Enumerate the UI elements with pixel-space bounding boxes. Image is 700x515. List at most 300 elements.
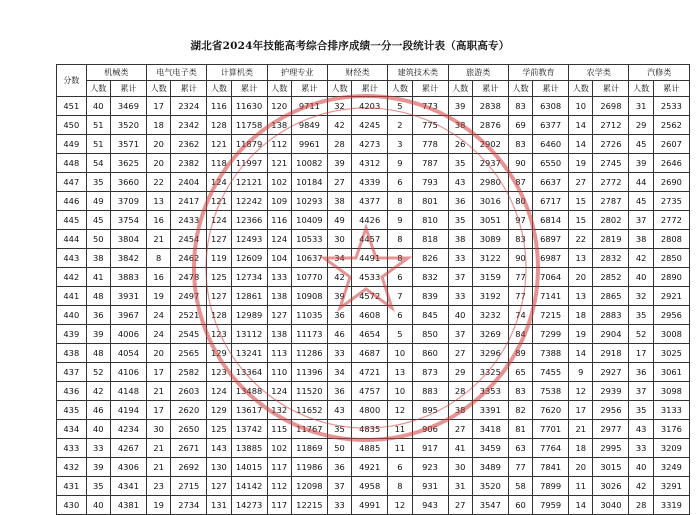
cumulative-cell: 2819 (593, 230, 629, 249)
count-cell: 37 (327, 477, 351, 496)
cumulative-cell: 9961 (291, 135, 327, 154)
count-cell: 33 (86, 439, 110, 458)
cumulative-cell: 4054 (110, 344, 146, 363)
count-cell: 125 (207, 420, 231, 439)
cumulative-cell: 6637 (533, 173, 569, 192)
count-cell: 45 (629, 192, 653, 211)
cumulative-cell: 12098 (291, 477, 327, 496)
count-cell: 74 (508, 306, 532, 325)
cumulative-header: 累计 (352, 81, 388, 97)
cumulative-cell: 2404 (171, 173, 207, 192)
count-cell: 12 (388, 496, 412, 515)
cumulative-cell: 12989 (231, 306, 267, 325)
count-cell: 127 (207, 230, 231, 249)
count-cell: 43 (448, 173, 472, 192)
count-cell: 43 (629, 420, 653, 439)
cumulative-cell: 7841 (533, 458, 569, 477)
count-cell: 21 (146, 439, 170, 458)
count-cell: 37 (448, 268, 472, 287)
cumulative-header: 累计 (472, 81, 508, 97)
count-cell: 42 (86, 382, 110, 401)
cumulative-cell: 3016 (472, 192, 508, 211)
count-cell: 42 (629, 477, 653, 496)
cumulative-cell: 12366 (231, 211, 267, 230)
count-cell: 27 (448, 420, 472, 439)
cumulative-cell: 3269 (472, 325, 508, 344)
cumulative-cell: 11173 (291, 325, 327, 344)
count-cell: 138 (267, 287, 291, 306)
score-cell: 434 (57, 420, 87, 439)
count-cell: 45 (86, 211, 110, 230)
cumulative-cell: 2726 (593, 135, 629, 154)
category-header: 财经类 (327, 65, 387, 81)
count-header: 人数 (569, 81, 593, 97)
count-cell: 45 (629, 135, 653, 154)
cumulative-header: 累计 (291, 81, 327, 97)
page-title: 湖北省2024年技能高考综合排序成绩一分一段统计表（高职高专） (190, 40, 510, 52)
cumulative-cell: 14142 (231, 477, 267, 496)
cumulative-header: 累计 (110, 81, 146, 97)
cumulative-cell: 3089 (472, 230, 508, 249)
score-cell: 448 (57, 154, 87, 173)
count-cell: 8 (388, 192, 412, 211)
count-cell: 38 (327, 192, 351, 211)
cumulative-cell: 801 (412, 192, 448, 211)
score-cell: 431 (57, 477, 87, 496)
cumulative-cell: 7064 (533, 268, 569, 287)
count-cell: 21 (146, 230, 170, 249)
category-header: 建筑技术类 (388, 65, 448, 81)
cumulative-cell: 3547 (472, 496, 508, 515)
count-cell: 50 (86, 230, 110, 249)
cumulative-cell: 3931 (110, 287, 146, 306)
count-cell: 60 (508, 496, 532, 515)
count-cell: 127 (267, 306, 291, 325)
cumulative-cell: 14273 (231, 496, 267, 515)
table-row (57, 211, 690, 230)
cumulative-cell: 3520 (472, 477, 508, 496)
count-cell: 39 (86, 458, 110, 477)
cumulative-cell: 3122 (472, 249, 508, 268)
count-cell: 38 (448, 401, 472, 420)
table-row (57, 97, 690, 116)
cumulative-cell: 3489 (472, 458, 508, 477)
cumulative-cell: 3883 (110, 268, 146, 287)
count-cell: 52 (629, 325, 653, 344)
count-cell: 19 (146, 287, 170, 306)
count-cell: 27 (327, 173, 351, 192)
count-cell: 36 (629, 363, 653, 382)
count-cell: 102 (267, 439, 291, 458)
cumulative-cell: 2927 (593, 363, 629, 382)
cumulative-cell: 13885 (231, 439, 267, 458)
score-table (56, 64, 690, 515)
count-cell: 15 (569, 192, 593, 211)
count-cell: 104 (267, 249, 291, 268)
cumulative-header: 累计 (533, 81, 569, 97)
cumulative-cell: 4885 (352, 439, 388, 458)
count-cell: 22 (569, 230, 593, 249)
cumulative-cell: 2715 (171, 477, 207, 496)
cumulative-cell: 11652 (291, 401, 327, 420)
count-cell: 17 (146, 363, 170, 382)
count-cell: 130 (207, 458, 231, 477)
count-cell: 14 (569, 116, 593, 135)
count-cell: 31 (629, 97, 653, 116)
cumulative-cell: 873 (412, 363, 448, 382)
count-cell: 36 (86, 306, 110, 325)
count-cell: 90 (508, 154, 532, 173)
count-cell: 36 (448, 192, 472, 211)
count-cell: 39 (629, 154, 653, 173)
cumulative-cell: 12121 (231, 173, 267, 192)
count-cell: 16 (146, 268, 170, 287)
cumulative-header: 累计 (171, 81, 207, 97)
cumulative-cell: 906 (412, 420, 448, 439)
table-row (57, 287, 690, 306)
cumulative-cell: 2939 (593, 382, 629, 401)
cumulative-cell: 3249 (653, 458, 689, 477)
cumulative-cell: 7701 (533, 420, 569, 439)
count-cell: 14 (569, 344, 593, 363)
count-cell: 121 (207, 192, 231, 211)
cumulative-header: 累计 (653, 81, 689, 97)
cumulative-cell: 2417 (171, 192, 207, 211)
count-cell: 69 (508, 116, 532, 135)
cumulative-cell: 2582 (171, 363, 207, 382)
cumulative-cell: 793 (412, 173, 448, 192)
cumulative-cell: 10908 (291, 287, 327, 306)
cumulative-cell: 2956 (593, 401, 629, 420)
table-row (57, 116, 690, 135)
count-cell: 120 (267, 97, 291, 116)
score-cell: 446 (57, 192, 87, 211)
cumulative-cell: 2433 (171, 211, 207, 230)
count-cell: 13 (569, 249, 593, 268)
count-cell: 40 (448, 306, 472, 325)
cumulative-cell: 4921 (352, 458, 388, 477)
count-cell: 51 (86, 116, 110, 135)
count-cell: 17 (629, 344, 653, 363)
count-cell: 41 (448, 439, 472, 458)
count-cell: 35 (629, 401, 653, 420)
count-cell: 129 (207, 344, 231, 363)
count-cell: 18 (146, 116, 170, 135)
count-cell: 8 (388, 230, 412, 249)
count-cell: 28 (448, 382, 472, 401)
count-cell: 40 (86, 420, 110, 439)
count-cell: 20 (146, 135, 170, 154)
count-cell: 132 (267, 401, 291, 420)
count-cell: 37 (629, 382, 653, 401)
cumulative-cell: 4381 (110, 496, 146, 515)
cumulative-cell: 3026 (593, 477, 629, 496)
cumulative-cell: 2646 (653, 154, 689, 173)
count-cell: 6 (388, 173, 412, 192)
cumulative-cell: 4194 (110, 401, 146, 420)
cumulative-cell: 2745 (593, 154, 629, 173)
count-cell: 127 (207, 287, 231, 306)
count-cell: 38 (629, 230, 653, 249)
cumulative-cell: 3459 (472, 439, 508, 458)
cumulative-cell: 7299 (533, 325, 569, 344)
count-cell: 20 (569, 458, 593, 477)
cumulative-cell: 13241 (231, 344, 267, 363)
count-header: 人数 (508, 81, 532, 97)
count-cell: 121 (207, 135, 231, 154)
count-cell: 8 (388, 477, 412, 496)
count-cell: 14 (569, 135, 593, 154)
count-cell: 65 (508, 363, 532, 382)
cumulative-cell: 4991 (352, 496, 388, 515)
count-cell: 128 (207, 116, 231, 135)
cumulative-cell: 3520 (110, 116, 146, 135)
score-cell: 430 (57, 496, 87, 515)
score-cell: 442 (57, 268, 87, 287)
count-cell: 58 (508, 477, 532, 496)
count-cell: 39 (448, 97, 472, 116)
count-cell: 54 (86, 154, 110, 173)
cumulative-cell: 2921 (653, 287, 689, 306)
cumulative-cell: 2692 (171, 458, 207, 477)
table-body (57, 97, 690, 515)
cumulative-cell: 3291 (653, 477, 689, 496)
cumulative-cell: 4377 (352, 192, 388, 211)
cumulative-cell: 3098 (653, 382, 689, 401)
count-cell: 121 (267, 154, 291, 173)
cumulative-cell: 2342 (171, 116, 207, 135)
count-cell: 119 (207, 249, 231, 268)
cumulative-cell: 9711 (291, 97, 327, 116)
count-cell: 77 (508, 268, 532, 287)
table-row (57, 363, 690, 382)
count-cell: 29 (448, 363, 472, 382)
cumulative-cell: 3061 (653, 363, 689, 382)
cumulative-cell: 4273 (352, 135, 388, 154)
cumulative-cell: 2890 (653, 268, 689, 287)
count-cell: 6 (388, 306, 412, 325)
count-cell: 9 (569, 363, 593, 382)
table-row (57, 230, 690, 249)
count-cell: 9 (388, 154, 412, 173)
cumulative-cell: 12215 (291, 496, 327, 515)
count-cell: 12 (388, 401, 412, 420)
count-cell: 5 (388, 325, 412, 344)
count-cell: 28 (327, 135, 351, 154)
cumulative-cell: 4306 (110, 458, 146, 477)
category-header: 电气电子类 (146, 65, 206, 81)
count-cell: 116 (207, 97, 231, 116)
cumulative-cell: 7959 (533, 496, 569, 515)
table-row (57, 420, 690, 439)
count-header: 人数 (629, 81, 653, 97)
count-cell: 6 (388, 268, 412, 287)
table-row (57, 439, 690, 458)
cumulative-header: 累计 (593, 81, 629, 97)
count-cell: 16 (146, 211, 170, 230)
cumulative-cell: 2478 (171, 268, 207, 287)
cumulative-cell: 2533 (653, 97, 689, 116)
cumulative-cell: 3469 (110, 97, 146, 116)
cumulative-cell: 917 (412, 439, 448, 458)
cumulative-cell: 6377 (533, 116, 569, 135)
count-cell: 30 (327, 230, 351, 249)
cumulative-cell: 923 (412, 458, 448, 477)
cumulative-cell: 4757 (352, 382, 388, 401)
count-cell: 83 (508, 97, 532, 116)
cumulative-cell: 883 (412, 382, 448, 401)
cumulative-cell: 4687 (352, 344, 388, 363)
cumulative-cell: 775 (412, 116, 448, 135)
count-cell: 35 (86, 173, 110, 192)
cumulative-cell: 845 (412, 306, 448, 325)
cumulative-cell: 2650 (171, 420, 207, 439)
cumulative-cell: 10409 (291, 211, 327, 230)
cumulative-cell: 4491 (352, 249, 388, 268)
cumulative-cell: 4006 (110, 325, 146, 344)
table-row (57, 192, 690, 211)
count-cell: 3 (388, 135, 412, 154)
count-cell: 77 (508, 287, 532, 306)
count-cell: 29 (629, 116, 653, 135)
count-cell: 46 (327, 325, 351, 344)
count-header: 人数 (267, 81, 291, 97)
count-cell: 33 (629, 439, 653, 458)
count-cell: 11 (388, 439, 412, 458)
cumulative-cell: 4958 (352, 477, 388, 496)
cumulative-cell: 11997 (231, 154, 267, 173)
cumulative-cell: 4533 (352, 268, 388, 287)
count-cell: 38 (86, 249, 110, 268)
cumulative-cell: 10533 (291, 230, 327, 249)
cumulative-cell: 2712 (593, 116, 629, 135)
cumulative-cell: 2876 (472, 116, 508, 135)
count-cell: 19 (569, 325, 593, 344)
cumulative-cell: 2690 (653, 173, 689, 192)
count-cell: 40 (86, 496, 110, 515)
count-cell: 115 (267, 420, 291, 439)
cumulative-cell: 3159 (472, 268, 508, 287)
cumulative-cell: 13364 (231, 363, 267, 382)
count-cell: 36 (327, 306, 351, 325)
count-cell: 40 (629, 458, 653, 477)
cumulative-cell: 850 (412, 325, 448, 344)
count-cell: 26 (448, 135, 472, 154)
cumulative-cell: 2698 (593, 97, 629, 116)
cumulative-cell: 2607 (653, 135, 689, 154)
count-cell: 10 (569, 97, 593, 116)
table-row (57, 344, 690, 363)
category-header: 机械类 (86, 65, 146, 81)
score-cell: 437 (57, 363, 87, 382)
cumulative-cell: 3842 (110, 249, 146, 268)
count-cell: 17 (569, 401, 593, 420)
count-cell: 33 (327, 496, 351, 515)
cumulative-cell: 4267 (110, 439, 146, 458)
count-cell: 31 (448, 477, 472, 496)
cumulative-cell: 13617 (231, 401, 267, 420)
table-row (57, 401, 690, 420)
category-header: 计算机类 (207, 65, 267, 81)
count-cell: 21 (146, 382, 170, 401)
cumulative-cell: 12861 (231, 287, 267, 306)
cumulative-cell: 2603 (171, 382, 207, 401)
table-row (57, 382, 690, 401)
score-cell: 435 (57, 401, 87, 420)
cumulative-cell: 2671 (171, 439, 207, 458)
cumulative-cell: 4457 (352, 230, 388, 249)
cumulative-cell: 2904 (593, 325, 629, 344)
cumulative-cell: 2937 (472, 154, 508, 173)
count-cell: 133 (267, 268, 291, 287)
cumulative-cell: 11286 (291, 344, 327, 363)
cumulative-cell: 4426 (352, 211, 388, 230)
count-cell: 50 (327, 439, 351, 458)
cumulative-cell: 3232 (472, 306, 508, 325)
cumulative-cell: 2865 (593, 287, 629, 306)
count-cell: 124 (207, 211, 231, 230)
cumulative-cell: 3754 (110, 211, 146, 230)
cumulative-cell: 826 (412, 249, 448, 268)
count-cell: 33 (448, 287, 472, 306)
cumulative-cell: 10637 (291, 249, 327, 268)
score-cell: 449 (57, 135, 87, 154)
cumulative-cell: 895 (412, 401, 448, 420)
cumulative-header: 累计 (412, 81, 448, 97)
cumulative-cell: 943 (412, 496, 448, 515)
score-cell: 440 (57, 306, 87, 325)
count-cell: 128 (207, 306, 231, 325)
category-header: 旅游类 (448, 65, 508, 81)
count-header: 人数 (327, 81, 351, 97)
count-header: 人数 (207, 81, 231, 97)
cumulative-cell: 4148 (110, 382, 146, 401)
count-cell: 90 (508, 249, 532, 268)
score-cell: 432 (57, 458, 87, 477)
cumulative-cell: 2562 (653, 116, 689, 135)
category-header: 农学类 (569, 65, 629, 81)
cumulative-cell: 7455 (533, 363, 569, 382)
cumulative-cell: 6550 (533, 154, 569, 173)
cumulative-cell: 3967 (110, 306, 146, 325)
count-cell: 123 (207, 325, 231, 344)
count-cell: 5 (388, 97, 412, 116)
cumulative-cell: 778 (412, 135, 448, 154)
count-cell: 34 (327, 363, 351, 382)
count-cell: 124 (267, 382, 291, 401)
cumulative-cell: 2497 (171, 287, 207, 306)
count-cell: 102 (267, 173, 291, 192)
cumulative-cell: 10184 (291, 173, 327, 192)
cumulative-cell: 3319 (653, 496, 689, 515)
score-cell: 450 (57, 116, 87, 135)
cumulative-cell: 12609 (231, 249, 267, 268)
cumulative-cell: 2787 (593, 192, 629, 211)
count-cell: 34 (327, 249, 351, 268)
count-cell: 24 (146, 325, 170, 344)
cumulative-cell: 860 (412, 344, 448, 363)
cumulative-cell: 4312 (352, 154, 388, 173)
cumulative-cell: 11035 (291, 306, 327, 325)
cumulative-cell: 6308 (533, 97, 569, 116)
cumulative-cell: 2918 (593, 344, 629, 363)
count-cell: 8 (388, 249, 412, 268)
count-cell: 13 (388, 363, 412, 382)
count-cell: 22 (146, 173, 170, 192)
count-cell: 117 (267, 458, 291, 477)
count-cell: 110 (267, 363, 291, 382)
count-header: 人数 (86, 81, 110, 97)
